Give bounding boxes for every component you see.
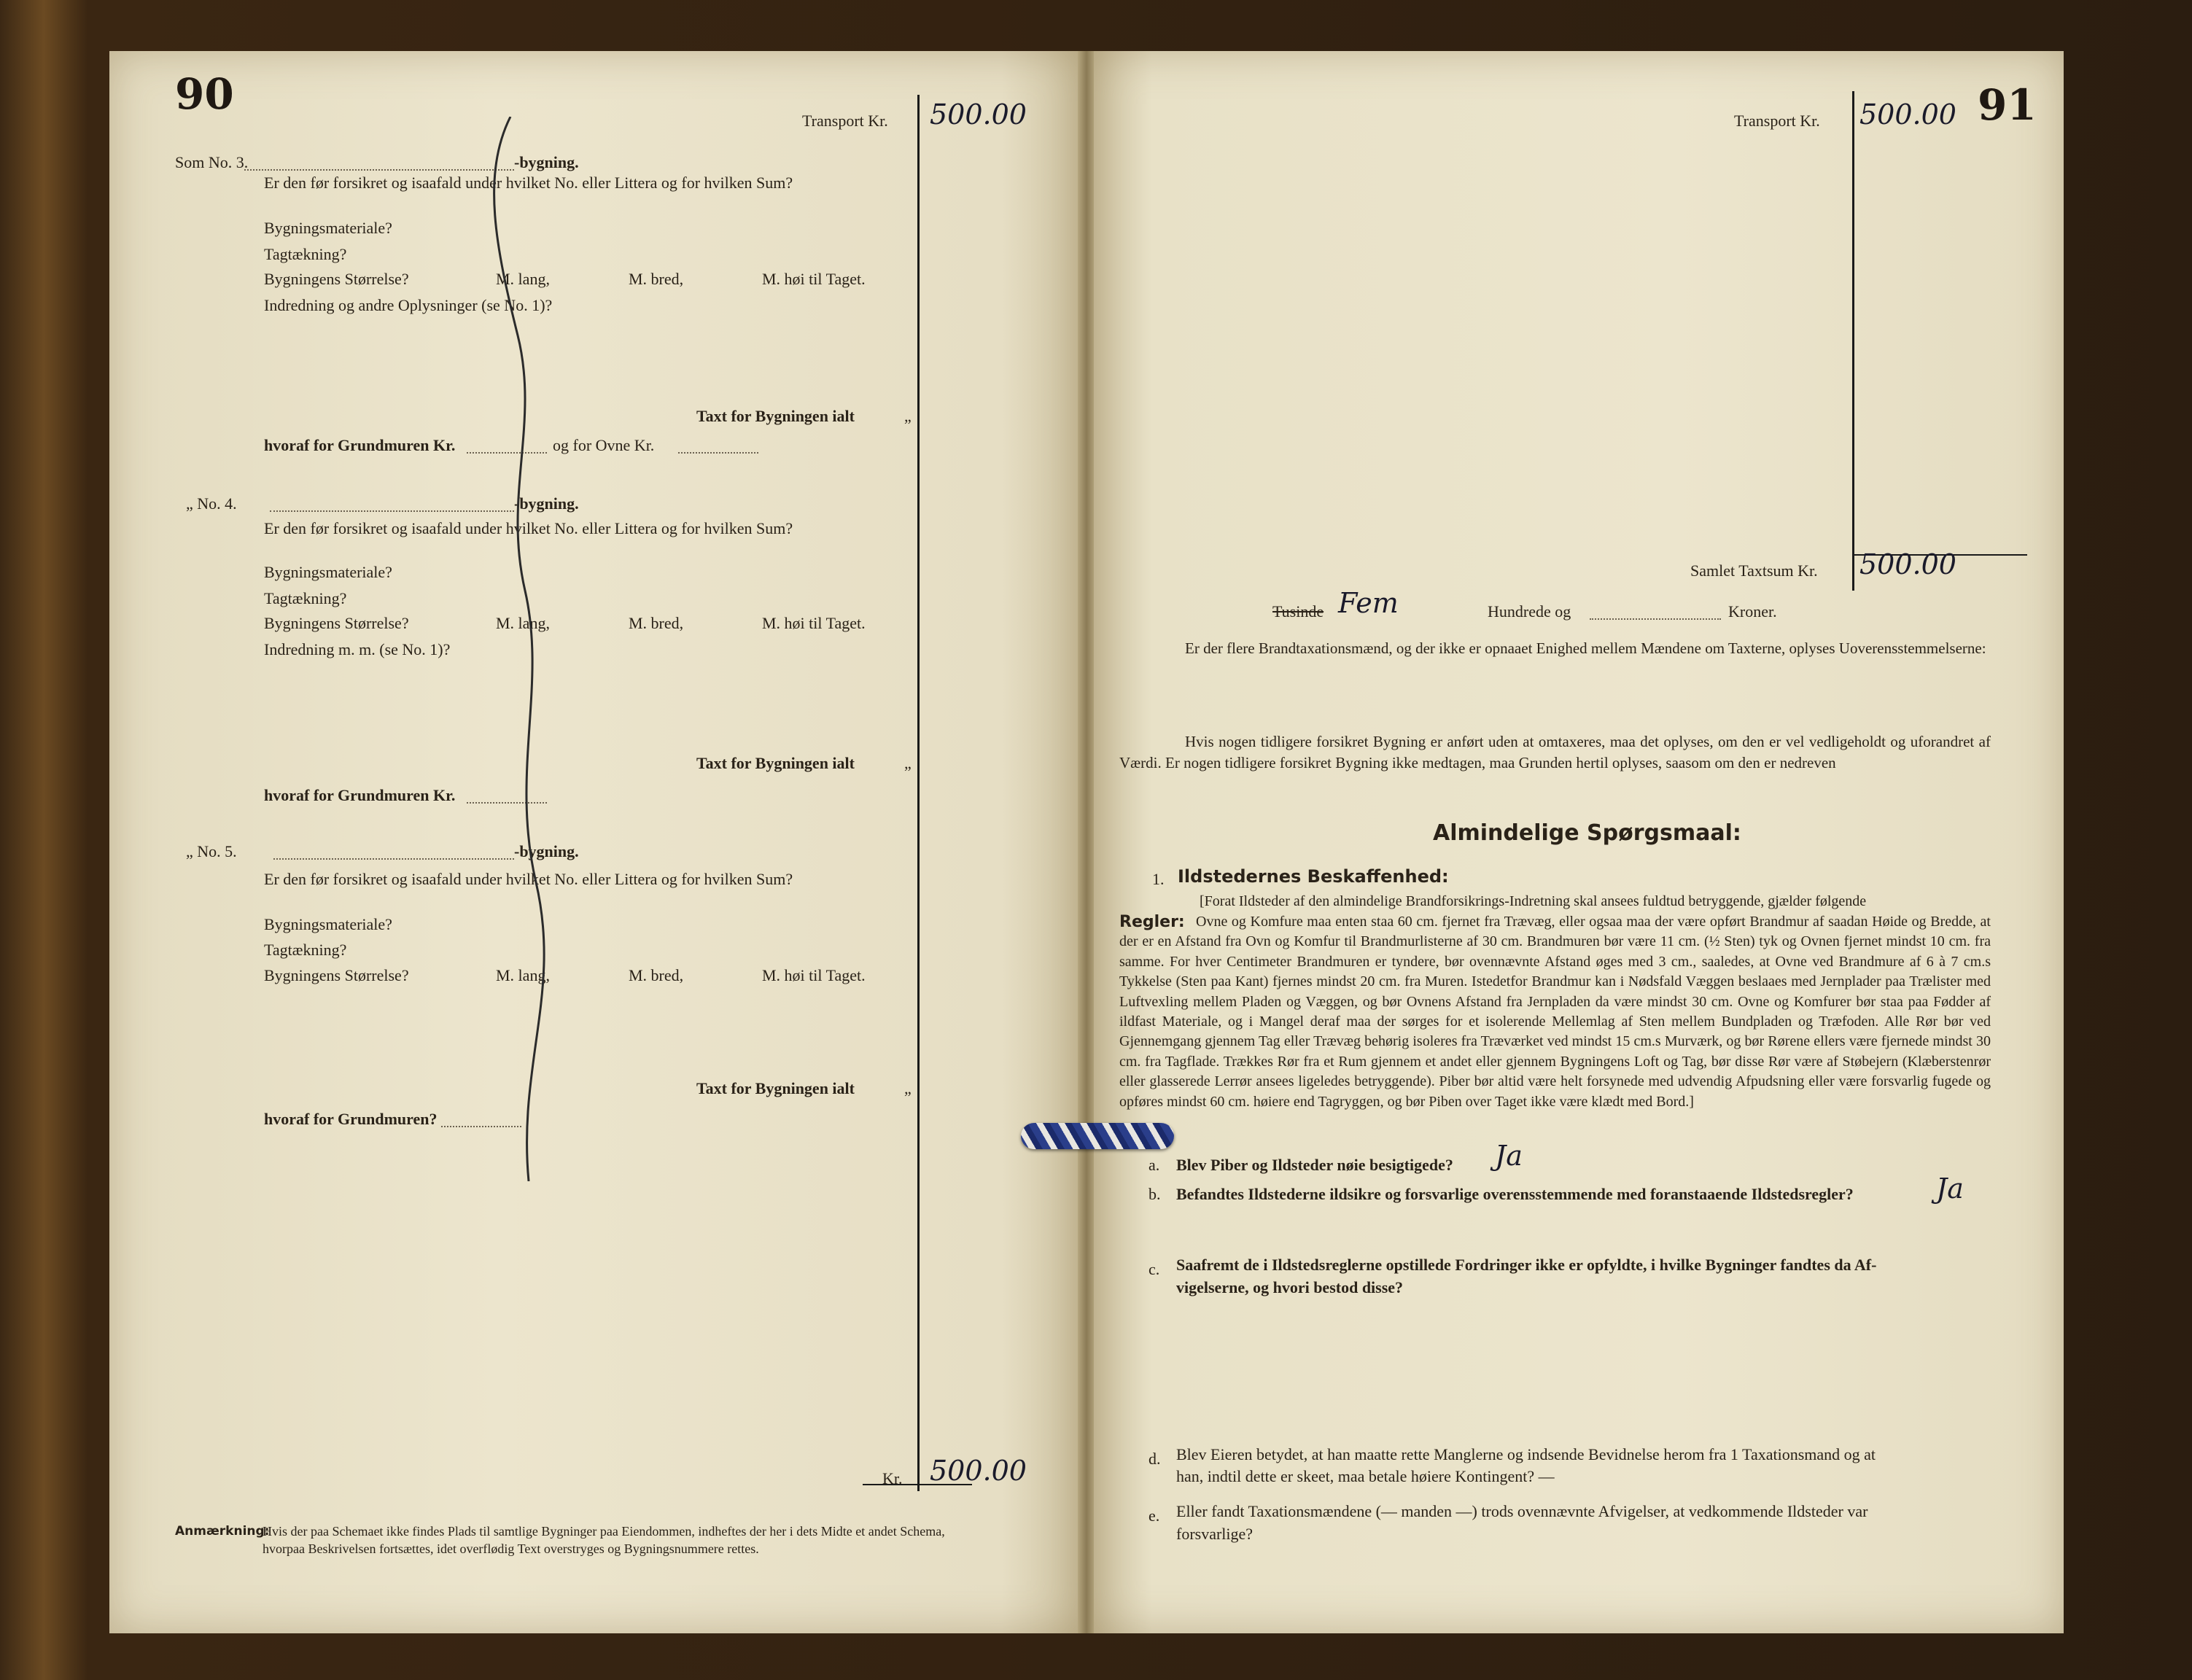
building-5-quote: „ (904, 1079, 912, 1097)
building-3-grundmur: hvoraf for Grundmuren Kr. (264, 436, 456, 454)
note-text-line-1: Hvis der paa Schemaet ikke findes Plads til samtlige Bygninger paa Eiendommen, indheftes der her i dets Midte et andet Schema, (263, 1524, 945, 1539)
building-3-m-lang: M. lang, (496, 270, 550, 288)
question-a-answer: Ja (1495, 1140, 1523, 1172)
building-3-quote: „ (904, 407, 912, 425)
building-5-grundmur: hvoraf for Grundmuren? (264, 1110, 438, 1128)
transport-value-left: 500.00 (930, 98, 1027, 131)
kroner-label: Kroner. (1728, 602, 1777, 621)
question-a-label: a. (1149, 1156, 1160, 1174)
building-3-m-hoi: M. høi til Taget. (762, 270, 866, 288)
samlet-value: 500.00 (1859, 548, 1956, 580)
building-5-question: Er den før forsikret og isaafald under hvilket No. eller Littera og for hvilken Sum? (264, 870, 793, 888)
building-4-roof: Tagtækning? (264, 589, 347, 607)
hundrede-label: Hundrede og (1488, 602, 1571, 621)
building-4-size: Bygningens Størrelse? (264, 614, 409, 632)
building-4-suffix: -bygning. (514, 494, 579, 513)
page-number-left: 90 (175, 69, 234, 119)
building-4-m-bred: M. bred, (629, 614, 684, 632)
question-1-title: Ildstedernes Beskaffenhed: (1178, 866, 1449, 887)
building-3-ovne: og for Ovne Kr. (553, 436, 655, 454)
building-4-prefix: „ No. 4. (186, 494, 237, 513)
previous-building-paragraph: Hvis nogen tidligere forsikret Bygning er anført uden at omtaxeres, maa det oplyses, om den er vel vedligeholdt og uforandret af Værdi. Er nogen tidligere forsikret Bygning ikke medtagen, maa Grunden hertil oplyses, saasom om den er nedreven (1119, 733, 1991, 771)
book-gutter (1078, 51, 1095, 1633)
building-5-m-lang: M. lang, (496, 966, 550, 984)
building-4-m-lang: M. lang, (496, 614, 550, 632)
building-3-interior: Indredning og andre Oplysninger (se No. 1)? (264, 296, 553, 314)
transport-value-right: 500.00 (1859, 98, 1956, 131)
building-4-quote: „ (904, 754, 912, 772)
binding-thread (1021, 1123, 1174, 1149)
building-3-m-bred: M. bred, (629, 270, 684, 288)
building-4-grundmur: hvoraf for Grundmuren Kr. (264, 786, 456, 804)
kroner-fill-line (1590, 618, 1721, 620)
building-3-question: Er den før forsikret og isaafald under hvilket No. eller Littera og for hvilken Sum? (264, 174, 793, 192)
general-questions-heading: Almindelige Spørgsmaal: (1433, 820, 1741, 846)
building-5-material: Bygningsmateriale? (264, 915, 392, 933)
amount-words-handwritten: Fem (1338, 587, 1399, 619)
question-e-text-line-1: Eller fandt Taxationsmændene (— manden —) trods ovennævnte Afvigelser, at vedkommende Ildsteder var (1176, 1502, 1868, 1520)
building-3-material: Bygningsmateriale? (264, 219, 392, 237)
regler-label: Regler: (1119, 913, 1185, 931)
page-number-right: 91 (1978, 80, 2037, 130)
building-5-prefix: „ No. 5. (186, 842, 237, 860)
building-5-m-bred: M. bred, (629, 966, 684, 984)
regler-intro: [Forat Ildsteder af den almindelige Brandforsikrings-Indretning skal ansees fuldtud betryggende, gjælder følgende (1200, 893, 1867, 909)
building-3-suffix: -bygning. (514, 153, 579, 171)
question-b-label: b. (1149, 1185, 1161, 1203)
building-4-m-hoi: M. høi til Taget. (762, 614, 866, 632)
question-b-answer: Ja (1936, 1172, 1964, 1205)
question-e-text-line-2: forsvarlige? (1176, 1525, 1254, 1543)
question-e-label: e. (1149, 1506, 1160, 1525)
building-4-taxt: Taxt for Bygningen ialt (696, 754, 855, 772)
building-5-roof: Tagtækning? (264, 941, 347, 959)
building-5-suffix: -bygning. (514, 842, 579, 860)
building-4-material: Bygningsmateriale? (264, 563, 392, 581)
question-c-label: c. (1149, 1260, 1160, 1278)
building-5-size: Bygningens Størrelse? (264, 966, 409, 984)
samlet-label: Samlet Taxtsum Kr. (1690, 561, 1818, 580)
amount-column-rule-left (917, 95, 920, 1491)
question-c-text-line-2: vigelserne, og hvori bestod disse? (1176, 1278, 1404, 1296)
building-5-m-hoi: M. høi til Taget. (762, 966, 866, 984)
question-d-text-line-2: han, indtil dette er skeet, maa betale høiere Kontingent? — (1176, 1467, 1555, 1485)
tusinde-label: Tusinde (1272, 602, 1324, 621)
regler-text: Ovne og Komfure maa enten staa 60 cm. fjernet fra Trævæg, eller ogsaa maa der være opført Brandmur af saadan Høide og Bredde, at der er en Afstand fra Ovn og Komfur til Brandmurlisterne af 30 cm. Brandmuren bør være 11 cm. (½ Sten) tyk og Ovnen fjernet mindst 10 cm. fra samme. For hver Centimeter Brandmuren er tyndere, bør ovennævnte Afstand øges med 3 cm., saaledes, at Ovne ved Brandmure af 6 à 7 cm.s Tykkelse (Sten paa Kant) fjernes mindst 20 cm. fra Muren. Istedetfor Brandmur kan i Nødsfald Væggen beslaaes med Jernplader paa Trælister med Luftvexling mellem Pladen og Væggen, og bør Ovnens Afstand fra Jernpladen da være mindst 30 cm. Ovne og Komfurer bør staa paa Fødder af ildfast Materiale, og i Mangel deraf maa der sørges for et isolerende Mellemlag af Sten mellem Bundpladen og Træfoden. Alle Rør bør ved Gjennemgang gjennem Tag eller Trævæg behørig isoleres fra Træværket ved mindst 15 cm.s Murværk, og bør Rørene ellers være fjernede mindst 30 cm. fra Tagflade. Trækkes Rør fra et Rum gjennem et andet eller gjennem Bygningens Loft og Tag, bør disse Rør være af Støbejern (Klæberstenrør eller glasserede Lerrør ansees ligeledes betryggende). Piber bør altid være helt forsynede med udvendig Afpudsning eller være forsvarlig fugede og opføres mindst 60 cm. høiere end Tagryggen, og bør Piben over Taget ikke være klædt med Bord.] (1119, 914, 1991, 1110)
building-3-ovne-line (678, 452, 758, 454)
building-3-prefix: Som No. 3. (175, 153, 249, 171)
question-b-text: Befandtes Ildstederne ildsikre og forsvarlige overensstemmende med foranstaaende Ildstedsregler? (1176, 1185, 1854, 1203)
left-page (109, 51, 1079, 1633)
building-4-interior: Indredning m. m. (se No. 1)? (264, 640, 451, 658)
building-3-roof: Tagtækning? (264, 245, 347, 263)
transport-label-right: Transport Kr. (1734, 112, 1820, 130)
question-c-text-line-1: Saafremt de i Ildstedsreglerne opstillede Fordringer ikke er opfyldte, i hvilke Bygninger fandtes da Af- (1176, 1256, 1877, 1274)
question-d-label: d. (1149, 1450, 1161, 1468)
amount-column-rule-right (1852, 91, 1854, 591)
building-3-size: Bygningens Størrelse? (264, 270, 409, 288)
building-5-taxt: Taxt for Bygningen ialt (696, 1079, 855, 1097)
building-4-question: Er den før forsikret og isaafald under hvilket No. eller Littera og for hvilken Sum? (264, 519, 793, 537)
note-text-line-2: hvorpaa Beskrivelsen fortsættes, idet overflødig Text overstryges og Bygningsnummere rettes. (263, 1541, 759, 1556)
total-value-left: 500.00 (930, 1455, 1027, 1487)
note-label: Anmærkning: (175, 1524, 270, 1539)
disagreement-paragraph: Er der flere Brandtaxationsmænd, og der ikke er opnaaet Enighed mellem Mændene om Taxterne, oplyses Uoverensstemmelserne: (1185, 639, 1986, 657)
question-a-text: Blev Piber og Ildsteder nøie besigtigede? (1176, 1156, 1453, 1174)
question-d-text-line-1: Blev Eieren betydet, at han maatte rette Manglerne og indsende Bevidnelse herom fra 1 Taxationsmand og at (1176, 1445, 1876, 1463)
total-label-left: Kr. (882, 1469, 903, 1488)
transport-label-left: Transport Kr. (802, 112, 888, 130)
strike-through-line (467, 117, 554, 1181)
question-1-number: 1. (1152, 870, 1165, 888)
building-3-taxt: Taxt for Bygningen ialt (696, 407, 855, 425)
